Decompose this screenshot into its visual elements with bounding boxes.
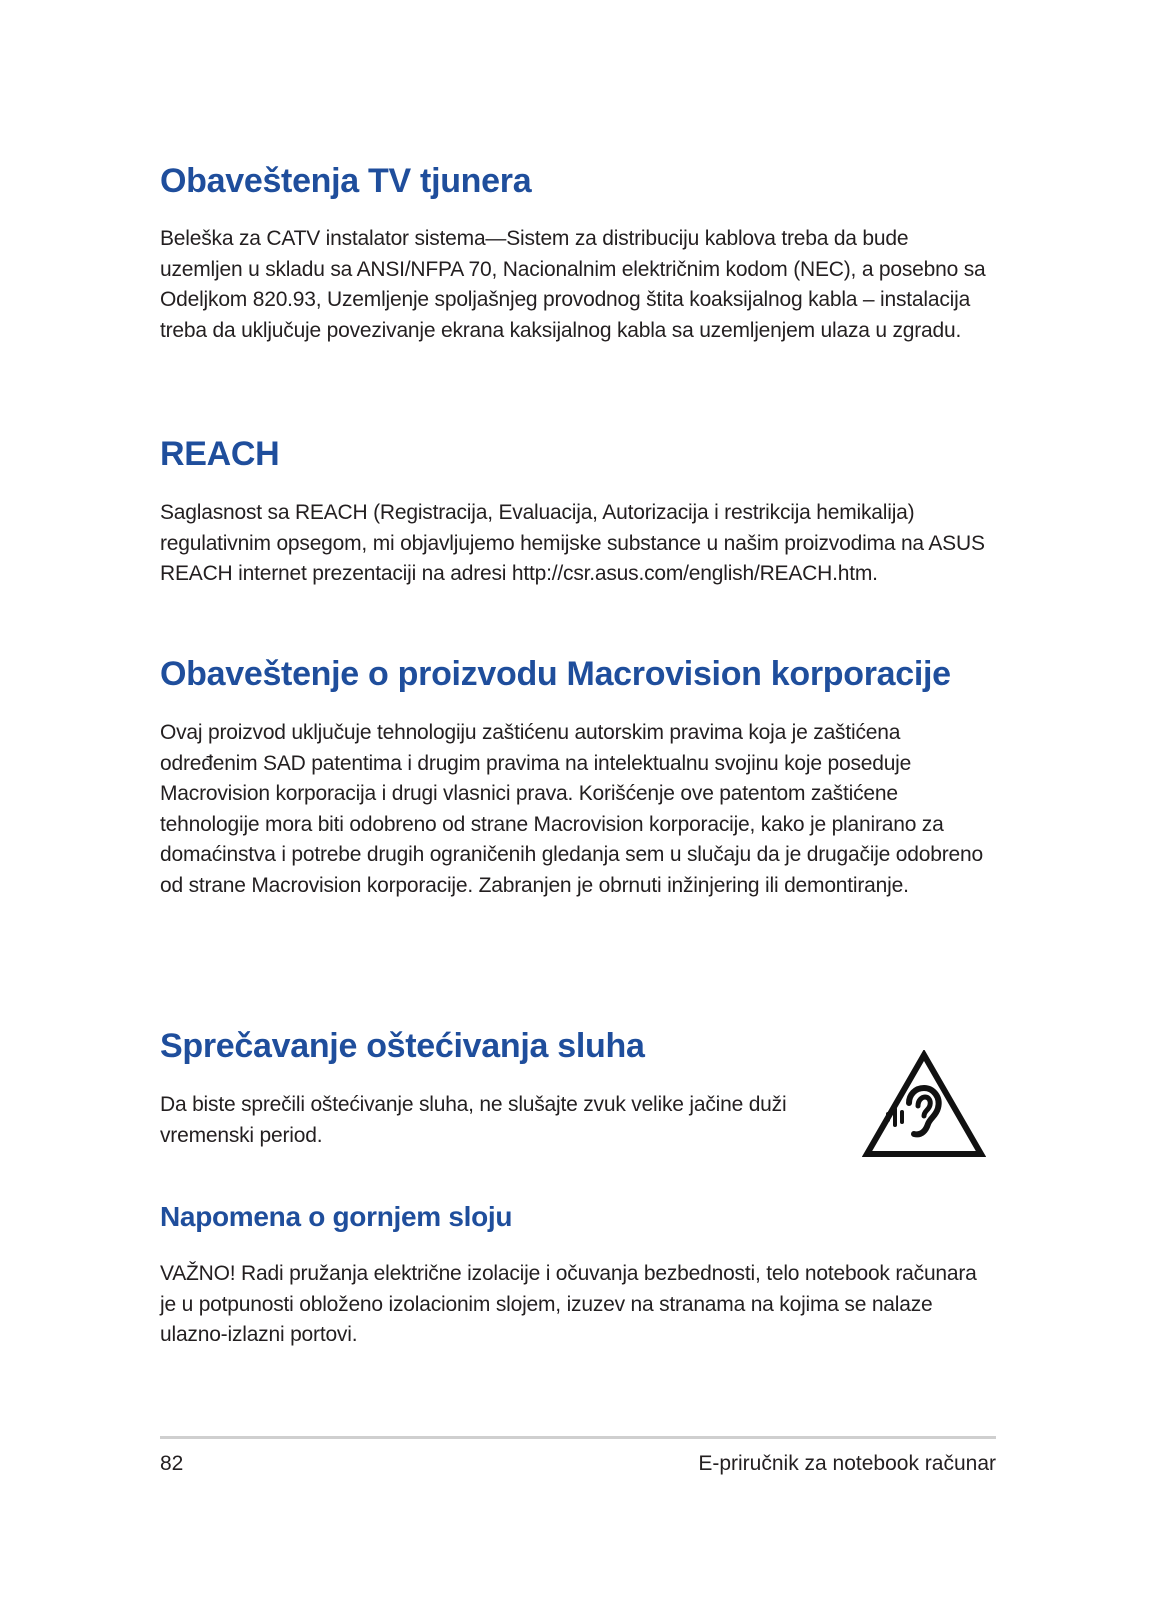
footer-title: E-priručnik za notebook računar [698, 1452, 996, 1475]
section-macrovision [160, 650, 996, 901]
section-body: Ovaj proizvod uključuje tehnologiju zaštićenu autorskim pravima koja je zaštićena određenim SAD patentima i drugim pravima na intelektualnu svojinu koje poseduje Macrovision korporacija i drugi vlasnici prava. Korišćenje ove patentom zaštićene tehnologije mora biti odobreno od strane Macrovision korporacije, kako je planirano za domaćinstva i potrebe drugih ograničenih gledanja sem u slučaju da je drugačije odobreno od strane Macrovision korporacije. Zabranjen je obrnuti inžinjering ili demontiranje. [160, 721, 983, 897]
section-heading: Obaveštenje o proizvodu Macrovision korporacije [160, 655, 951, 693]
section-heading: Obaveštenja TV tjunera [160, 162, 532, 200]
section-coating [160, 1197, 996, 1351]
footer-divider [160, 1436, 996, 1439]
section-tv-tuner [160, 157, 996, 346]
section-body: VAŽNO! Radi pružanja električne izolacije i očuvanja bezbednosti, telo notebook računara je u potpunosti obloženo izolacionim slojem, izuzev na stranama na kojima se nalaze ulazno-izlazni portovi. [160, 1262, 977, 1346]
hearing-warning-icon [862, 1050, 986, 1160]
section-body: Saglasnost sa REACH (Registracija, Evaluacija, Autorizacija i restrikcija hemikalija) regulativnim opsegom, mi objavljujemo hemijske substance u našim proizvodima na ASUS REACH internet prezentaciji na adresi http://csr.asus.com/english/REACH.htm. [160, 501, 985, 585]
section-body: Da biste sprečili oštećivanje sluha, ne slušajte zvuk velike jačine duži vremenski period. [160, 1093, 787, 1147]
section-reach [160, 430, 996, 590]
section-heading: REACH [160, 435, 280, 473]
section-heading: Sprečavanje oštećivanja sluha [160, 1027, 645, 1065]
page-number: 82 [160, 1452, 184, 1475]
section-heading: Napomena o gornjem sloju [160, 1201, 513, 1232]
section-body: Beleška za CATV instalator sistema—Sistem za distribuciju kablova treba da bude uzemljen u skladu sa ANSI/NFPA 70, Nacionalnim električnim kodom (NEC), a posebno sa Odeljkom 820.93, Uzemljenje spoljašnjeg provodnog štita koaksijalnog kabla – instalacija treba da uključuje povezivanje ekrana kaksijalnog kabla sa uzemljenjem ulaza u zgradu. [160, 227, 986, 342]
